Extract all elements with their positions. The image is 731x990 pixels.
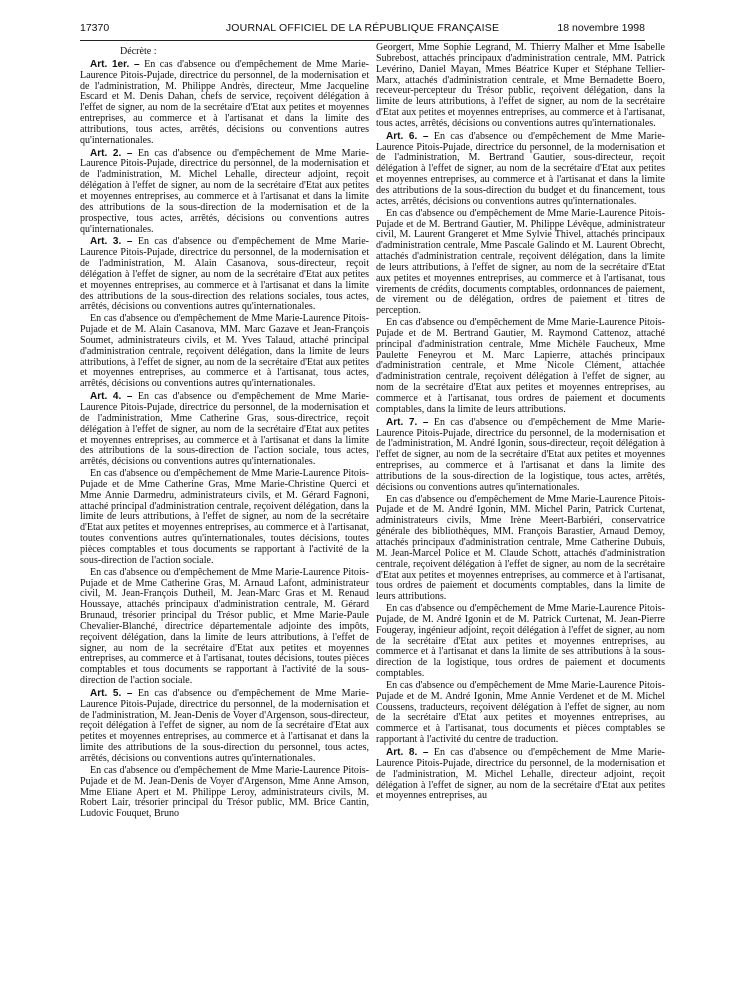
paragraph: [376, 495, 665, 603]
article-number: Art. 6. –: [386, 130, 429, 142]
left-column: [80, 47, 369, 821]
paragraph-text: En cas d'absence ou d'empêchement de Mme Marie-Laurence Pitois-Pujade et de M. André Igonin, MM. Michel Parin, Patrick Curtenat, administrateurs civils, Mme Irène Meert-Barbiéri, conservatrice générale des bibliothèques, MM. François Barastier, Arnaud Demoy, attachés principaux d'administration centrale, Mme Catherine Dubuis, M. Jean-Marcel Police et M. Claude Schott, attachés d'administration centrale, reçoivent délégation à l'effet de signer, au nom de la secrétaire d'Etat aux petites et moyennes entreprises, au commerce et à l'artisanat, tous ordres de paiement et documents comptables, dans la limite de leurs attributions.: [376, 493, 665, 603]
paragraph: [80, 469, 369, 567]
paragraph-text: En cas d'absence ou d'empêchement de Mme Marie-Laurence Pitois-Pujade, directrice du personnel, de la modernisation et de l'administration, M. Jean-Denis de Voyer d'Argenson, sous-directeur, reçoit délégation à l'effet de signer, au nom de la secrétaire d'Etat aux petites et moyennes entreprises, au commerce et à l'artisanat et dans la limite des attributions de la sous-direction du personnel, tous actes, arrêtés, décisions ou conventions autres qu'internationales.: [80, 687, 369, 764]
paragraph-text: En cas d'absence ou d'empêchement de Mme Marie-Laurence Pitois-Pujade, directrice du personnel, de la modernisation et de l'administration, M. André Igonin, sous-directeur, reçoit délégation à l'effet de signer, au nom de la secrétaire d'Etat aux petites et moyennes entreprises, au commerce et à l'artisanat et dans la limite des attributions de la sous-direction de la logistique, tous actes, arrêtés, décisions ou conventions autres qu'internationales.: [376, 416, 665, 493]
decrete-heading: Décrète :: [120, 46, 157, 57]
article-paragraph: [376, 748, 665, 802]
paragraph: [376, 681, 665, 746]
article-paragraph: [80, 149, 369, 236]
paragraph: [80, 766, 369, 820]
page-header: [80, 22, 645, 36]
article-paragraph: [80, 237, 369, 313]
header-rule: [80, 40, 645, 41]
paragraph-text: En cas d'absence ou d'empêchement de Mme Marie-Laurence Pitois-Pujade, directrice du personnel, de la modernisation et de l'administration, M. Michel Lehalle, directeur adjoint, reçoit délégation à l'effet de signer, au nom de la secrétaire d'Etat aux petites et moyennes entreprises, au commerce et à l'artisanat et dans la limite des attributions de la sous-direction de la modernisation et de la prospective, tous actes, arrêtés, décisions ou conventions autres qu'internationales.: [80, 147, 369, 235]
paragraph-text: En cas d'absence ou d'empêchement de Mme Marie-Laurence Pitois-Pujade, directrice du personnel, de la modernisation et de l'administration, M. Michel Lehalle, directeur adjoint, reçoit délégation à l'effet de signer, au nom de la secrétaire d'Etat aux petites et moyennes entreprises, au: [376, 747, 665, 802]
paragraph-text: En cas d'absence ou d'empêchement de Mme Marie-Laurence Pitois-Pujade, directrice du personnel, de la modernisation et de l'administration, M. Philippe Andrès, directeur, Mme Jacqueline Escard et M. Denis Dahan, chefs de service, reçoivent délégation à l'effet de signer, au nom de la secrétaire d'Etat aux petites et moyennes entreprises, au commerce et à l'artisanat et dans la limite des attributions, tous actes, arrêtés, décisions ou conventions autres qu'internationales.: [80, 58, 369, 146]
article-paragraph: [376, 418, 665, 494]
article-number: Art. 8. –: [386, 747, 429, 758]
paragraph: [376, 604, 665, 680]
paragraph: [80, 314, 369, 390]
article-number: Art. 3. –: [90, 236, 133, 248]
paragraph-text: En cas d'absence ou d'empêchement de Mme Marie-Laurence Pitois-Pujade, directrice du personnel, de la modernisation et de l'administration, Mme Catherine Gras, sous-directrice, reçoit délégation à l'effet de signer, au nom de la secrétaire d'Etat aux petites et moyennes entreprises, au commerce et à l'artisanat et dans la limite des attributions de la sous-direction de l'action sociale, tous actes, arrêtés, décisions ou conventions autres qu'internationales.: [80, 391, 369, 468]
article-paragraph: [376, 132, 665, 208]
paragraph-text: En cas d'absence ou d'empêchement de Mme Marie-Laurence Pitois-Pujade, directrice du personnel, de la modernisation et de l'administration, M. Bertrand Gautier, sous-directeur, reçoit délégation à l'effet de signer, au nom de la secrétaire d'Etat aux petites et moyennes entreprises, au commerce et à l'artisanat et dans la limite des attributions de la sous-direction du budget et du financement, tous actes, arrêtés, décisions ou conventions autres qu'internationales.: [376, 130, 665, 207]
paragraph: [376, 209, 665, 317]
paragraph-text: En cas d'absence ou d'empêchement de Mme Marie-Laurence Pitois-Pujade et de Mme Catherine Gras, M. Arnaud Lafont, administrateur civil, M. Jean-François Dutheil, M. Jean-Marc Gras et M. Renaud Houssaye, attachés principaux d'administration centrale, M. Gérard Brunaud, trésorier principal du Trésor public, et Mme Marie-Paule Chevalier-Blanché, directrice départementale adjointe des impôts, reçoivent délégation, dans la limite de leurs attributions, à l'effet de signer, au nom de la secrétaire d'Etat aux petites et moyennes entreprises, au commerce et à l'artisanat, toutes décisions, toutes pièces comptables et tous documents se rapportant à l'activité de la sous-direction de l'action sociale.: [80, 566, 369, 687]
paragraph-text: Georgert, Mme Sophie Legrand, M. Thierry Malher et Mme Isabelle Subrebost, attachés principaux d'administration centrale, MM. Patrick Levérino, Daniel Mayan, Mmes Béatrice Kuper et Stéphane Tellier-Marx, attachés d'administration centrale, et Mme Bernadette Boero, receveur-percepteur du Trésor public, reçoivent délégation, dans la limite de leurs attributions, à l'effet de signer, au nom de la secrétaire d'Etat aux petites et moyennes entreprises, au commerce et à l'artisanat, tous actes, arrêtés, décisions ou conventions autres qu'internationales.: [376, 42, 665, 129]
article-paragraph: [80, 689, 369, 765]
right-column: [376, 43, 665, 803]
article-number: Art. 5. –: [90, 687, 133, 699]
article-number: Art. 2. –: [90, 147, 133, 159]
article-number: Art. 7. –: [386, 416, 429, 428]
paragraph-text: En cas d'absence ou d'empêchement de Mme Marie-Laurence Pitois-Pujade et de M. Bertrand Gautier, M. Philippe Lévêque, administrateur civil, M. Laurent Grangeret et Mme Sylvie Thivel, attachés principaux d'administration centrale, Mme Pascale Galindo et M. Laurent Obrecht, attachés d'administration centrale, reçoivent délégation, dans la limite de leurs attributions, à l'effet de signer, au nom de la secrétaire d'Etat aux petites et moyennes entreprises, au commerce et à l'artisanat, tous virements de crédits, documents comptables, ordonnances de paiement, de virement ou de délégation, ordres de paiement et titres de perception.: [376, 207, 665, 317]
article-number: Art. 1er. –: [90, 58, 140, 70]
paragraph-text: En cas d'absence ou d'empêchement de Mme Marie-Laurence Pitois-Pujade et de M. Bertrand Gautier, M. Raymond Cattenoz, attaché principal d'administration centrale, Mme Michèle Faucheux, Mme Paulette Feneyrou et M. Marc Lapierre, attachés principaux d'administration centrale, et Mme Nicole Clément, attachée d'administration centrale, reçoivent délégation à l'effet de signer, au nom de la secrétaire d'Etat aux petites et moyennes entreprises, au commerce et à l'artisanat, tous ordres de paiement et documents comptables, dans la limite de leurs attributions.: [376, 317, 665, 415]
paragraph-text: En cas d'absence ou d'empêchement de Mme Marie-Laurence Pitois-Pujade et de M. Jean-Denis de Voyer d'Argenson, Mme Anne Amson, Mme Eliane Apert et M. Philippe Leroy, administrateurs civils, M. Robert Lair, trésorier principal du Trésor public, MM. Brice Cantin, Ludovic Fouquet, Bruno: [80, 764, 369, 820]
paragraph-text: En cas d'absence ou d'empêchement de Mme Marie-Laurence Pitois-Pujade et de Mme Catherine Gras, Mme Marie-Christine Querci et Mme Annie Darmedru, administrateurs civils, et M. Gérard Fagnoni, attaché principal d'administration centrale, reçoivent délégation, dans la limite de leurs attributions, à l'effet de signer, au nom de la secrétaire d'Etat aux petites et moyennes entreprises, au commerce et à l'artisanat, toutes conventions autres qu'internationales, toutes décisions, toutes pièces comptables et tous documents se rapportant à l'activité de la sous-direction de l'action sociale.: [80, 468, 369, 566]
paragraph-text: En cas d'absence ou d'empêchement de Mme Marie-Laurence Pitois-Pujade et de M. Alain Casanova, MM. Marc Gazave et Jean-François Soumet, administrateurs civils, et M. Yves Talaud, attaché principal d'administration centrale, reçoivent délégation, dans la limite de leurs attributions, à l'effet de signer, au nom de la secrétaire d'Etat aux petites et moyennes entreprises, au commerce et à l'artisanat, tous actes, arrêtés, décisions ou conventions autres qu'internationales.: [80, 313, 369, 390]
paragraph: [376, 318, 665, 416]
page-number: 17370: [80, 22, 110, 34]
article-number: Art. 4. –: [90, 391, 133, 403]
journal-title: JOURNAL OFFICIEL DE LA RÉPUBLIQUE FRANÇAISE: [225, 22, 500, 34]
paragraph-text: En cas d'absence ou d'empêchement de Mme Marie-Laurence Pitois-Pujade, de M. André Igonin et de M. Patrick Curtenat, M. Jean-Pierre Fougeray, ingénieur adjoint, reçoit délégation à l'effet de signer, au nom de la secrétaire d'Etat aux petites et moyennes entreprises, au commerce et à l'artisanat et dans la limite de ses attributions à la sous-direction de la logistique, tous ordres de paiement et documents comptables.: [376, 603, 665, 680]
paragraph-text: En cas d'absence ou d'empêchement de Mme Marie-Laurence Pitois-Pujade et de M. André Igonin, Mme Annie Verdenet et de M. Michel Coussens, traducteurs, reçoivent délégation à l'effet de signer, au nom de la secrétaire d'Etat aux petites et moyennes entreprises, au commerce et à l'artisanat, tous documents et pièces comptables se rapportant à l'activité du centre de traduction.: [376, 679, 665, 746]
article-paragraph: [80, 60, 369, 147]
paragraph-text: En cas d'absence ou d'empêchement de Mme Marie-Laurence Pitois-Pujade, directrice du personnel, de la modernisation et de l'administration, M. Alain Casanova, sous-directeur, reçoit délégation à l'effet de signer, au nom de la secrétaire d'Etat aux petites et moyennes entreprises, au commerce et à l'artisanat et dans la limite des attributions de la sous-direction des relations sociales, tous actes, arrêtés, décisions ou conventions autres qu'internationales.: [80, 236, 369, 313]
article-paragraph: [80, 392, 369, 468]
paragraph: [376, 43, 665, 130]
publication-date: 18 novembre 1998: [557, 22, 645, 34]
paragraph: [80, 568, 369, 687]
